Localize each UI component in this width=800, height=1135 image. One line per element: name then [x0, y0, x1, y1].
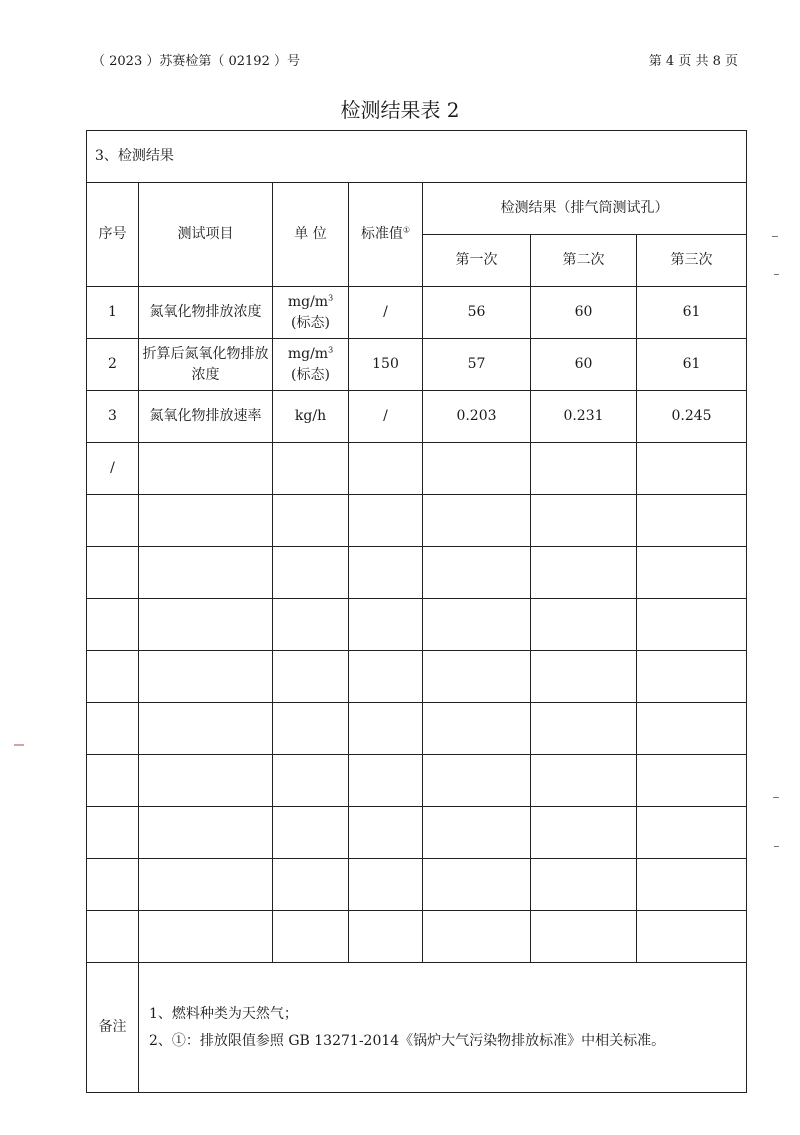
- cell-unit: [273, 339, 349, 391]
- unit-main: mg/m: [287, 345, 329, 362]
- note-line-2: 2、①：排放限值参照 GB 13271-2014《锅炉大气污染物排放标准》中相关标准。: [149, 1032, 666, 1049]
- table-row: [87, 391, 747, 443]
- cell-result-3: [637, 443, 747, 495]
- notes-label: 备注: [87, 963, 139, 1093]
- cell-item: [139, 443, 273, 495]
- cell-result-2: [531, 443, 637, 495]
- table-row: [87, 287, 747, 339]
- cell-item: 氮氧化物排放速率: [139, 391, 273, 443]
- unit-superscript: 3: [328, 344, 334, 354]
- cell-result-3: 61: [637, 287, 747, 339]
- cell-standard: [349, 443, 423, 495]
- header-standard: [349, 183, 423, 287]
- empty-row: [87, 651, 747, 703]
- empty-row: [87, 911, 747, 963]
- cell-seq: 1: [87, 287, 139, 339]
- cell-result-1: [423, 443, 531, 495]
- header-standard-mark: ①: [402, 225, 411, 235]
- page-indicator: 第 4 页 共 8 页: [648, 54, 738, 69]
- scan-mark: [774, 274, 779, 275]
- note-line-1: 1、燃料种类为天然气；: [149, 1005, 298, 1022]
- cell-result-1: 57: [423, 339, 531, 391]
- cell-standard: /: [349, 391, 423, 443]
- empty-row: [87, 495, 747, 547]
- header-standard-label: 标准值: [360, 226, 403, 242]
- empty-row: [87, 599, 747, 651]
- cell-item: 氮氧化物排放浓度: [139, 287, 273, 339]
- cell-result-1: 0.203: [423, 391, 531, 443]
- header-third: 第三次: [637, 235, 747, 287]
- cell-result-3: 0.245: [637, 391, 747, 443]
- cell-unit: [273, 443, 349, 495]
- scan-mark: [772, 236, 778, 237]
- table-row: [87, 443, 747, 495]
- header-row-1: [87, 183, 747, 235]
- header-second: 第二次: [531, 235, 637, 287]
- empty-row: [87, 547, 747, 599]
- cell-result-3: 61: [637, 339, 747, 391]
- cell-result-1: 56: [423, 287, 531, 339]
- unit-main: kg/h: [294, 408, 327, 424]
- unit-condition: (标态): [291, 314, 330, 331]
- scan-mark: [774, 846, 779, 847]
- unit-main: mg/m: [287, 293, 329, 310]
- header-unit: 单 位: [273, 183, 349, 287]
- unit-superscript: 3: [328, 292, 334, 302]
- cell-seq: /: [87, 443, 139, 495]
- empty-row: [87, 859, 747, 911]
- cell-standard: 150: [349, 339, 423, 391]
- notes-row: [87, 963, 747, 1093]
- scan-mark: [773, 797, 779, 798]
- cell-item: 折算后氮氧化物排放浓度: [139, 339, 273, 391]
- table-row: [87, 339, 747, 391]
- scan-mark: [14, 744, 24, 746]
- document-title: 检测结果表 2: [340, 98, 460, 122]
- report-number: （ 2023 ）苏赛检第（ 02192 ）号: [92, 54, 300, 69]
- header-first: 第一次: [423, 235, 531, 287]
- cell-unit: [273, 287, 349, 339]
- cell-result-2: 0.231: [531, 391, 637, 443]
- results-table: [86, 130, 747, 1093]
- empty-row: [87, 807, 747, 859]
- section-title: 3、检测结果: [87, 131, 747, 183]
- section-row: [87, 131, 747, 183]
- header-item: 测试项目: [139, 183, 273, 287]
- header-seq: 序号: [87, 183, 139, 287]
- cell-result-2: 60: [531, 339, 637, 391]
- empty-row: [87, 703, 747, 755]
- cell-standard: /: [349, 287, 423, 339]
- cell-unit: [273, 391, 349, 443]
- cell-seq: 2: [87, 339, 139, 391]
- header-result-group: 检测结果（排气筒测试孔）: [423, 183, 747, 235]
- cell-seq: 3: [87, 391, 139, 443]
- cell-result-2: 60: [531, 287, 637, 339]
- empty-row: [87, 755, 747, 807]
- notes-content: [139, 963, 747, 1093]
- unit-condition: (标态): [291, 366, 330, 383]
